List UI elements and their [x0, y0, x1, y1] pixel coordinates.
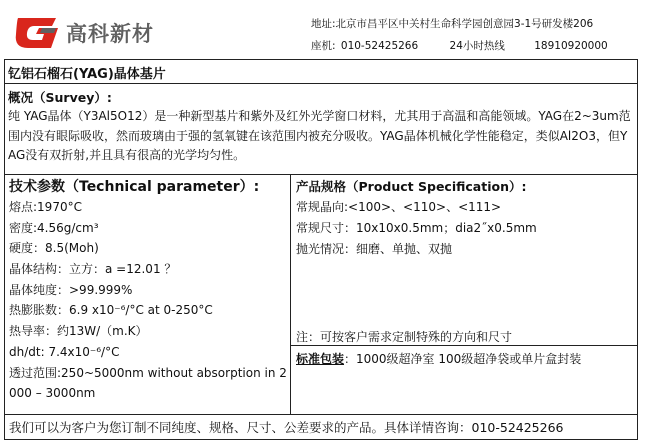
product-title: 钇铝石榴石(YAG)晶体基片: [8, 67, 166, 82]
phone-number: 010-52425266: [340, 40, 419, 52]
tech-row: 热导率：约13W/（m.K）: [9, 324, 148, 339]
custom-note: 注：可按客户需求定制特殊的方向和尺寸: [296, 330, 513, 344]
packing-line: [296, 350, 581, 367]
technical-heading: 技术参数（Technical parameter）:: [9, 179, 260, 195]
tech-row: 硬度：8.5(Moh): [9, 241, 99, 256]
tech-row: 熔点:1970°C: [9, 200, 82, 214]
contact-info: [311, 13, 608, 57]
address-line: 地址:北京市昌平区中关村生命科学园创意园3-1号研发楼206: [311, 18, 594, 30]
hotline-number: 18910920000: [534, 40, 608, 52]
tech-row: 热膨胀数：6.9 x10⁻⁶/°C at 0-250°C: [9, 303, 213, 318]
company-logo: [4, 8, 304, 58]
logo-mark-icon: [12, 14, 62, 52]
packing-label: 标准包装: [296, 352, 345, 366]
packing-text: ：1000级超净室 100级超净袋或单片盒封装: [344, 352, 582, 366]
logo-text: 高科新材: [66, 22, 154, 46]
tech-row: 晶体纯度：>99.999%: [9, 282, 133, 297]
tech-row: 晶体结构：立方：a =12.01 ？: [9, 262, 177, 277]
hotline-label: 24小时热线: [449, 40, 505, 52]
divider: [4, 174, 638, 175]
survey-heading: 概况（Survey）:: [8, 90, 112, 105]
tech-row: 密度:4.56g/cm³: [9, 220, 99, 235]
divider: [4, 83, 638, 84]
survey-text: 纯 YAG晶体（Y3Al5O12）是一种新型基片和紫外及红外光学窗口材料，尤其用于高温和高能领域。YAG在2~3um范围内没有眼际吸收，然而玻璃由于强的氢氧键在该范围内被充分吸收。YAG晶体机械化学性能稳定，类似Al2O3，但YAG没有双折射,并且具有很高的光学均匀性。: [8, 109, 631, 162]
phone-label: 座机:: [311, 40, 336, 52]
spec-row: 常规晶向:<100>、<110>、<111>: [296, 200, 502, 214]
spec-list: [296, 197, 537, 260]
divider: [4, 414, 638, 415]
spec-heading: 产品规格（Product Specification）:: [296, 179, 527, 194]
tech-row: dh/dt: 7.4x10⁻⁶/°C: [9, 344, 120, 359]
phone-line: [311, 35, 608, 57]
tech-row-range: 透过范围:250~5000nm without absorption in 2000 – 3000nm: [9, 365, 287, 401]
spec-row: 抛光情况：细磨、单抛、双抛: [296, 242, 453, 256]
technical-list: [9, 197, 289, 404]
divider: [290, 345, 638, 346]
footer-text: 我们可以为客户为您订制不同纯度、规格、尺寸、公差要求的产品。具体详情咨询：010-52425266: [9, 420, 564, 435]
spec-row: 常规尺寸：10x10x0.5mm；dia2˝x0.5mm: [296, 221, 537, 235]
